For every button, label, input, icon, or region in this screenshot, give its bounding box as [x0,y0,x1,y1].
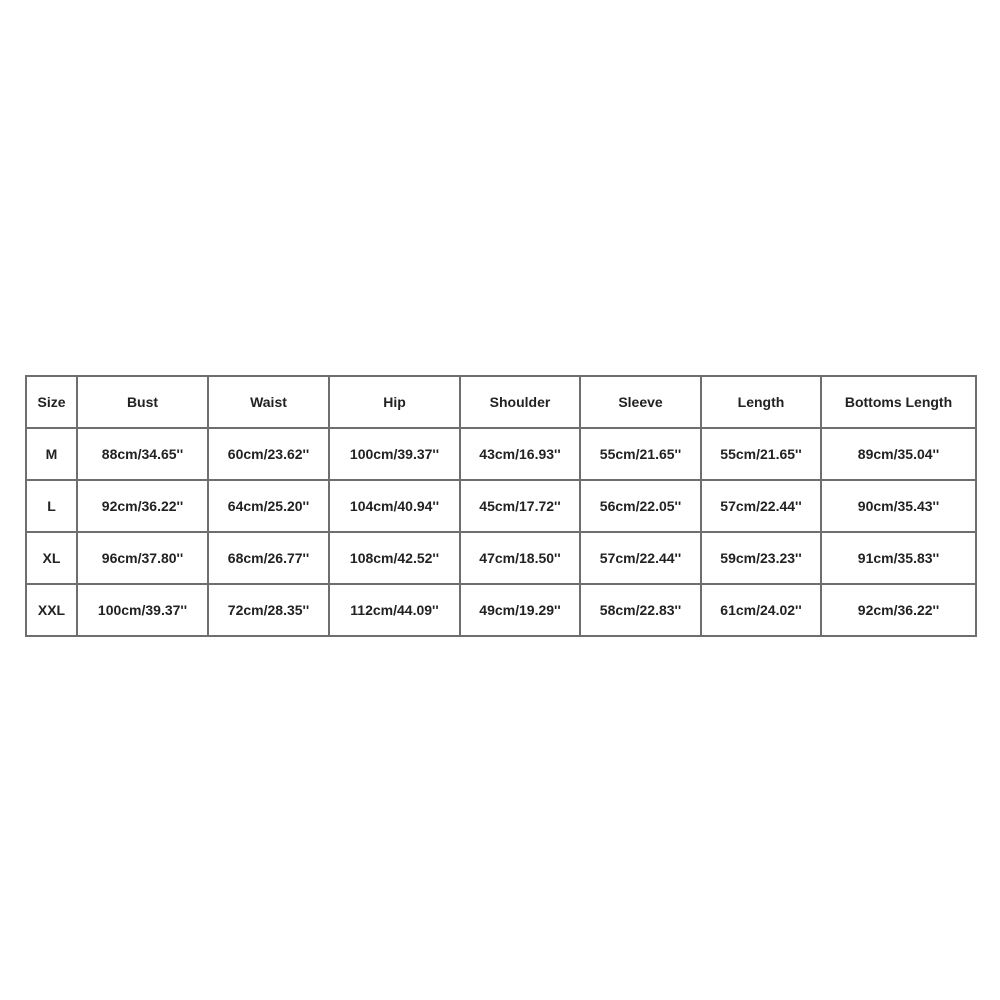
size-chart-table [25,375,977,637]
header-shoulder: Shoulder [460,376,580,428]
header-sleeve: Sleeve [580,376,701,428]
header-length: Length [701,376,821,428]
cell-length: 59cm/23.23'' [701,532,821,584]
cell-sleeve: 56cm/22.05'' [580,480,701,532]
table-row-xl [26,532,976,584]
cell-waist: 60cm/23.62'' [208,428,329,480]
header-bust: Bust [77,376,208,428]
header-bottoms-length: Bottoms Length [821,376,976,428]
header-size: Size [26,376,77,428]
cell-shoulder: 43cm/16.93'' [460,428,580,480]
cell-size: XXL [26,584,77,636]
cell-size: L [26,480,77,532]
table-row-xxl [26,584,976,636]
cell-length: 57cm/22.44'' [701,480,821,532]
table-row-m [26,428,976,480]
cell-shoulder: 45cm/17.72'' [460,480,580,532]
cell-hip: 112cm/44.09'' [329,584,460,636]
cell-shoulder: 47cm/18.50'' [460,532,580,584]
header-waist: Waist [208,376,329,428]
cell-sleeve: 57cm/22.44'' [580,532,701,584]
cell-bust: 92cm/36.22'' [77,480,208,532]
cell-bottoms-length: 89cm/35.04'' [821,428,976,480]
header-hip: Hip [329,376,460,428]
table-row-l [26,480,976,532]
cell-bust: 96cm/37.80'' [77,532,208,584]
cell-waist: 64cm/25.20'' [208,480,329,532]
cell-bust: 88cm/34.65'' [77,428,208,480]
cell-waist: 72cm/28.35'' [208,584,329,636]
header-row [26,376,976,428]
cell-bottoms-length: 90cm/35.43'' [821,480,976,532]
cell-bottoms-length: 92cm/36.22'' [821,584,976,636]
cell-bottoms-length: 91cm/35.83'' [821,532,976,584]
cell-size: XL [26,532,77,584]
cell-sleeve: 55cm/21.65'' [580,428,701,480]
cell-hip: 104cm/40.94'' [329,480,460,532]
cell-size: M [26,428,77,480]
cell-bust: 100cm/39.37'' [77,584,208,636]
cell-length: 55cm/21.65'' [701,428,821,480]
cell-shoulder: 49cm/19.29'' [460,584,580,636]
cell-hip: 100cm/39.37'' [329,428,460,480]
cell-sleeve: 58cm/22.83'' [580,584,701,636]
cell-waist: 68cm/26.77'' [208,532,329,584]
cell-hip: 108cm/42.52'' [329,532,460,584]
cell-length: 61cm/24.02'' [701,584,821,636]
